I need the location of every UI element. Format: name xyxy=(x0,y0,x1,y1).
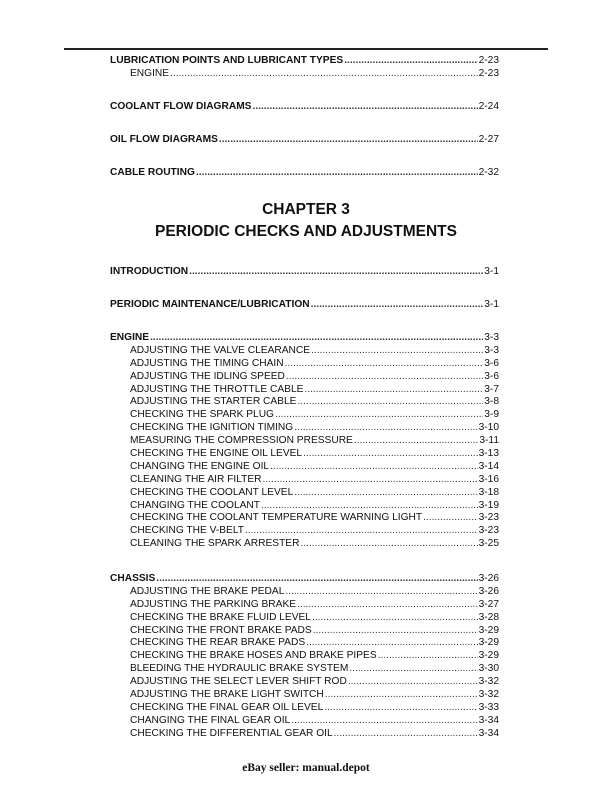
dot-leader xyxy=(349,663,477,676)
toc-entry-title: MEASURING THE COMPRESSION PRESSURE xyxy=(130,435,353,447)
toc-previous-chapter-4 xyxy=(110,167,499,180)
toc-entry-page: 3-3 xyxy=(484,344,499,356)
toc-entry-page: 3-19 xyxy=(478,499,499,511)
dot-leader xyxy=(311,299,484,312)
toc-subentry[interactable] xyxy=(110,358,499,371)
toc-subentry[interactable] xyxy=(110,345,499,358)
toc-subentry[interactable] xyxy=(110,663,499,676)
dot-leader xyxy=(245,525,478,538)
toc-entry-page: 2-32 xyxy=(478,167,499,178)
toc-subentry[interactable] xyxy=(110,396,499,409)
dot-leader xyxy=(285,358,484,371)
toc-subentry[interactable] xyxy=(110,728,499,741)
toc-entry-page: 3-23 xyxy=(478,512,499,524)
toc-subentry[interactable] xyxy=(110,500,499,513)
toc-entry-page: 3-6 xyxy=(484,370,499,382)
toc-periodic-maintenance xyxy=(110,299,499,312)
toc-entry-title: CLEANING THE SPARK ARRESTER xyxy=(130,538,300,550)
toc-subentry[interactable] xyxy=(110,512,499,525)
toc-subentry[interactable] xyxy=(110,689,499,702)
dot-leader xyxy=(311,345,483,358)
toc-entry-title: CHECKING THE FRONT BRAKE PADS xyxy=(130,624,312,636)
toc-entry-page: 3-13 xyxy=(478,448,499,460)
toc-entry-page: 3-30 xyxy=(478,663,499,675)
toc-introduction xyxy=(110,266,499,279)
toc-entry-title: ENGINE xyxy=(130,67,170,79)
toc-entry-title: INTRODUCTION xyxy=(110,266,189,277)
toc-entry-title: BLEEDING THE HYDRAULIC BRAKE SYSTEM xyxy=(130,663,349,675)
dot-leader xyxy=(170,68,478,81)
dot-leader xyxy=(313,625,478,638)
dot-leader xyxy=(303,448,478,461)
toc-entry-title: CHECKING THE BRAKE HOSES AND BRAKE PIPES xyxy=(130,650,377,662)
chapter-number: CHAPTER 3 xyxy=(262,201,350,218)
toc-entry[interactable] xyxy=(110,573,499,586)
toc-entry-title: CABLE ROUTING xyxy=(110,167,195,178)
toc-entry-page: 3-23 xyxy=(478,525,499,537)
toc-entry-title: ADJUSTING THE PARKING BRAKE xyxy=(130,598,297,610)
toc-entry-title: ADJUSTING THE VALVE CLEARANCE xyxy=(130,344,311,356)
dot-leader xyxy=(378,650,478,663)
toc-entry-title: CHASSIS xyxy=(110,573,156,584)
toc-entry-page: 3-29 xyxy=(478,624,499,636)
toc-entry-title: CHANGING THE ENGINE OIL xyxy=(130,460,270,472)
toc-entry-page: 2-23 xyxy=(478,67,499,79)
toc-subentry[interactable] xyxy=(110,586,499,599)
toc-entry-page: 3-32 xyxy=(478,689,499,701)
toc-entry-page: 3-32 xyxy=(478,676,499,688)
toc-entry-page: 3-8 xyxy=(484,396,499,408)
toc-entry-page: 2-23 xyxy=(478,55,499,66)
toc-subentry[interactable] xyxy=(110,650,499,663)
toc-entry-title: CHANGING THE FINAL GEAR OIL xyxy=(130,714,291,726)
toc-entry-page: 3-26 xyxy=(478,585,499,597)
toc-entry-title: COOLANT FLOW DIAGRAMS xyxy=(110,101,252,112)
toc-subentry[interactable] xyxy=(110,599,499,612)
toc-subentry[interactable] xyxy=(110,676,499,689)
engine-subentries xyxy=(110,345,499,551)
toc-chassis-section xyxy=(110,573,499,741)
toc-entry-page: 3-11 xyxy=(479,435,499,447)
toc-entry-page: 2-27 xyxy=(478,134,499,145)
toc-entry-title: CHECKING THE V-BELT xyxy=(130,525,244,537)
footer-seller-note: eBay seller: manual.depot xyxy=(242,762,370,774)
toc-entry[interactable] xyxy=(110,134,499,147)
toc-entry-page: 3-29 xyxy=(478,637,499,649)
toc-entry-page: 3-1 xyxy=(484,266,499,277)
toc-entry-page: 3-1 xyxy=(484,299,499,310)
dot-leader xyxy=(297,599,478,612)
dot-leader xyxy=(334,728,478,741)
dot-leader xyxy=(297,396,483,409)
toc-entry[interactable] xyxy=(110,55,499,68)
toc-previous-chapter xyxy=(110,55,499,81)
toc-subentry[interactable] xyxy=(110,625,499,638)
toc-subentry[interactable] xyxy=(110,715,499,728)
toc-subentry[interactable] xyxy=(110,384,499,397)
toc-entry-title: PERIODIC MAINTENANCE/LUBRICATION xyxy=(110,299,310,310)
dot-leader xyxy=(286,371,483,384)
toc-subentry[interactable] xyxy=(110,525,499,538)
toc-entry-page: 3-6 xyxy=(484,357,499,369)
toc-entry-title: ENGINE xyxy=(110,332,150,343)
dot-leader xyxy=(270,461,478,474)
toc-entry-title: CHECKING THE DIFFERENTIAL GEAR OIL xyxy=(130,727,333,739)
toc-entry-title: ADJUSTING THE THROTTLE CABLE xyxy=(130,383,304,395)
toc-entry-page: 3-27 xyxy=(478,598,499,610)
dot-leader xyxy=(312,612,478,625)
toc-entry-page: 3-10 xyxy=(478,422,499,434)
dot-leader xyxy=(306,637,477,650)
toc-entry-title: CHECKING THE ENGINE OIL LEVEL xyxy=(130,448,303,460)
toc-entry-title: CHECKING THE REAR BRAKE PADS xyxy=(130,637,306,649)
dot-leader xyxy=(291,715,477,728)
toc-entry-page: 2-24 xyxy=(478,101,499,112)
toc-entry-page: 3-16 xyxy=(478,473,499,485)
dot-leader xyxy=(252,101,477,114)
dot-leader xyxy=(219,134,478,147)
toc-entry[interactable] xyxy=(110,299,499,312)
dot-leader xyxy=(294,487,477,500)
toc-entry-title: ADJUSTING THE BRAKE PEDAL xyxy=(130,585,285,597)
toc-subentry[interactable] xyxy=(110,538,499,551)
toc-entry[interactable] xyxy=(110,332,499,345)
dot-leader xyxy=(304,384,483,397)
dot-leader xyxy=(423,512,478,525)
dot-leader xyxy=(150,332,483,345)
dot-leader xyxy=(261,500,478,513)
toc-entry-title: ADJUSTING THE TIMING CHAIN xyxy=(130,357,284,369)
dot-leader xyxy=(344,55,477,68)
dot-leader xyxy=(156,573,477,586)
toc-entry-page: 3-7 xyxy=(484,383,499,395)
toc-entry-page: 3-33 xyxy=(478,701,499,713)
header-rule xyxy=(64,48,548,50)
dot-leader xyxy=(294,422,477,435)
toc-engine-section xyxy=(110,332,499,551)
dot-leader xyxy=(196,167,478,180)
dot-leader xyxy=(325,689,478,702)
toc-entry-title: ADJUSTING THE SELECT LEVER SHIFT ROD xyxy=(130,676,347,688)
toc-entry-page: 3-28 xyxy=(478,611,499,623)
toc-previous-chapter-3 xyxy=(110,134,499,147)
toc-entry-title: CHECKING THE BRAKE FLUID LEVEL xyxy=(130,611,311,623)
chassis-subentries xyxy=(110,586,499,741)
toc-subentry[interactable] xyxy=(110,474,499,487)
toc-subentry[interactable] xyxy=(110,637,499,650)
dot-leader xyxy=(348,676,478,689)
toc-entry-title: CHECKING THE IGNITION TIMING xyxy=(130,422,294,434)
toc-entry-title: OIL FLOW DIAGRAMS xyxy=(110,134,218,145)
dot-leader xyxy=(324,702,477,715)
toc-subentry[interactable] xyxy=(110,461,499,474)
toc-entry-title: CHANGING THE COOLANT xyxy=(130,499,260,511)
toc-entry-page: 3-3 xyxy=(484,332,499,343)
toc-entry[interactable] xyxy=(110,101,499,114)
dot-leader xyxy=(263,474,478,487)
toc-subentry[interactable] xyxy=(110,487,499,500)
toc-entry-title: CHECKING THE SPARK PLUG xyxy=(130,409,274,421)
toc-subentry[interactable] xyxy=(110,612,499,625)
toc-entry[interactable] xyxy=(110,266,499,279)
dot-leader xyxy=(275,409,483,422)
toc-subentry[interactable] xyxy=(110,448,499,461)
dot-leader xyxy=(285,586,477,599)
toc-previous-chapter-2 xyxy=(110,101,499,114)
chapter-title: PERIODIC CHECKS AND ADJUSTMENTS xyxy=(155,223,457,240)
dot-leader xyxy=(189,266,483,279)
toc-entry-title: ADJUSTING THE BRAKE LIGHT SWITCH xyxy=(130,689,324,701)
toc-entry-title: ADJUSTING THE IDLING SPEED xyxy=(130,370,285,382)
toc-entry-page: 3-26 xyxy=(478,573,499,584)
toc-entry-page: 3-9 xyxy=(484,409,499,421)
toc-entry-title: LUBRICATION POINTS AND LUBRICANT TYPES xyxy=(110,55,344,66)
toc-entry-page: 3-18 xyxy=(478,486,499,498)
toc-entry-title: CLEANING THE AIR FILTER xyxy=(130,473,262,485)
toc-subentry[interactable] xyxy=(110,371,499,384)
toc-subentry[interactable] xyxy=(110,702,499,715)
toc-entry-title: ADJUSTING THE STARTER CABLE xyxy=(130,396,297,408)
toc-entry-page: 3-29 xyxy=(478,650,499,662)
dot-leader xyxy=(354,435,479,448)
toc-entry[interactable] xyxy=(110,167,499,180)
toc-entry-title: CHECKING THE COOLANT TEMPERATURE WARNING LIGHT xyxy=(130,512,423,524)
toc-subentry[interactable] xyxy=(110,435,499,448)
toc-entry-page: 3-34 xyxy=(478,714,499,726)
toc-entry-title: CHECKING THE COOLANT LEVEL xyxy=(130,486,294,498)
dot-leader xyxy=(300,538,477,551)
toc-entry-title: CHECKING THE FINAL GEAR OIL LEVEL xyxy=(130,701,324,713)
toc-subentry[interactable] xyxy=(110,68,499,81)
toc-subentry[interactable] xyxy=(110,409,499,422)
toc-subentry[interactable] xyxy=(110,422,499,435)
toc-entry-page: 3-34 xyxy=(478,727,499,739)
toc-entry-page: 3-14 xyxy=(478,460,499,472)
toc-entry-page: 3-25 xyxy=(478,538,499,550)
